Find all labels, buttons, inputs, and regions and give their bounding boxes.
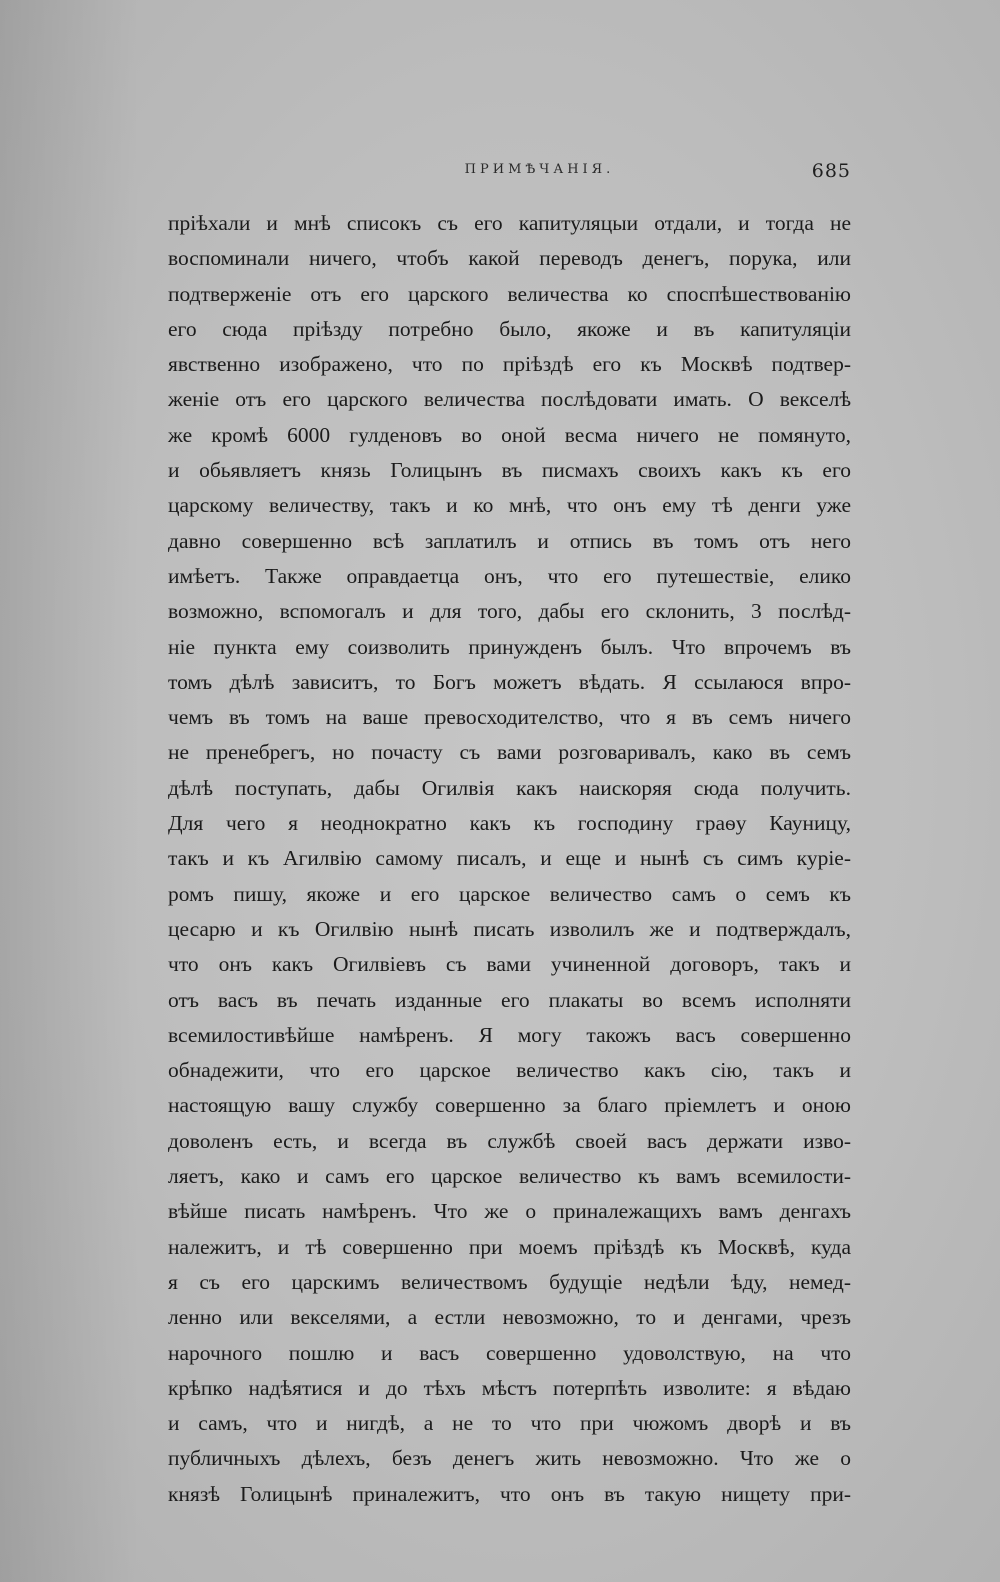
text-line: ромъ пишу, якоже и его царское величество самъ о семъ къ <box>168 881 851 906</box>
running-head: ПРИМѢЧАНІЯ. <box>464 162 615 177</box>
text-line: публичныхъ дѣлехъ, безъ денегъ жить невозможно. Что же о <box>168 1446 851 1471</box>
text-line: женіе отъ его царского величества послѣдовати имать. О векселѣ <box>168 387 851 412</box>
text-line: не пренебрегъ, но почасту съ вами розговаривалъ, како въ семъ <box>168 740 851 765</box>
text-line: отъ васъ въ печать изданные его плакаты во всемъ исполняти <box>168 987 851 1012</box>
text-line: возможно, вспомогалъ и для того, дабы его склонить, 3 послѣд- <box>168 599 851 624</box>
text-line: явственно изображено, что по пріѣздѣ его къ Москвѣ подтвер- <box>168 352 851 377</box>
text-line: вѣйше писать намѣренъ. Что же о приналежащихъ вамъ денгахъ <box>168 1199 851 1224</box>
text-line: належитъ, и тѣ совершенно при моемъ пріѣздѣ къ Москвѣ, куда <box>168 1234 851 1259</box>
text-line: я съ его царскимъ величествомъ будущіе недѣли ѣду, немед- <box>168 1269 851 1294</box>
text-line: его сюда пріѣзду потребно было, якоже и въ капитуляціи <box>168 316 851 341</box>
text-line: нарочного пошлю и васъ совершенно удоволствую, на что <box>168 1340 851 1365</box>
page-number: 685 <box>811 160 851 182</box>
text-line: ленно или векселями, а естли невозможно, то и денгами, чрезъ <box>168 1305 851 1330</box>
text-line: всемилостивѣйше намѣренъ. Я могу такожъ васъ совершенно <box>168 1022 851 1047</box>
text-line: и обьявляетъ князь Голицынъ въ писмахъ своихъ какъ къ его <box>168 458 851 483</box>
text-line: доволенъ есть, и всегда въ службѣ своей васъ держати изво- <box>168 1128 851 1153</box>
text-line: князѣ Голицынѣ приналежитъ, что онъ въ такую нищету при- <box>168 1481 851 1506</box>
text-line: крѣпко надѣятися и до тѣхъ мѣстъ потерпѣть изволите: я вѣдаю <box>168 1375 851 1400</box>
text-line: давно совершенно всѣ заплатилъ и отпись въ томъ отъ него <box>168 528 851 553</box>
text-line: Для чего я неоднократно какъ къ господину граѳу Кауницу, <box>168 811 851 836</box>
text-line: что онъ какъ Огилвіевъ съ вами учиненной договоръ, такъ и <box>168 952 851 977</box>
text-line: имѣетъ. Также оправдаетца онъ, что его путешествіе, елико <box>168 563 851 588</box>
text-line: пріѣхали и мнѣ списокъ съ его капитуляцыи отдали, и тогда не <box>168 211 851 235</box>
text-line: воспоминали ничего, чтобъ какой переводъ денегъ, порука, или <box>168 246 851 271</box>
text-line: дѣлѣ поступать, дабы Огилвія какъ наискоряя сюда получить. <box>168 775 851 800</box>
text-line: цесарю и къ Огилвію нынѣ писать изволилъ же и подтверждалъ, <box>168 916 851 941</box>
page-header <box>168 160 851 190</box>
body-text <box>168 206 851 1512</box>
text-line: и самъ, что и нигдѣ, а не то что при чюжомъ дворѣ и въ <box>168 1411 851 1436</box>
text-line: ніе пункта ему соизволить принужденъ былъ. Что впрочемъ въ <box>168 634 851 659</box>
text-line: подтверженіе отъ его царского величества ко споспѣшествованію <box>168 281 851 306</box>
text-line: чемъ въ томъ на ваше превосходителство, что я въ семъ ничего <box>168 705 851 730</box>
text-line: ляетъ, како и самъ его царское величество къ вамъ всемилости- <box>168 1164 851 1189</box>
text-line: царскому величеству, такъ и ко мнѣ, что онъ ему тѣ денги уже <box>168 493 851 518</box>
text-line: же кромѣ 6000 гулденовъ во оной весма ничего не помянуто, <box>168 422 851 447</box>
text-line: обнадежити, что его царское величество какъ сію, такъ и <box>168 1058 851 1083</box>
text-line: томъ дѣлѣ зависитъ, то Богъ можетъ вѣдать. Я ссылаюся впро- <box>168 669 851 694</box>
page-shadow <box>0 0 140 1582</box>
text-line: такъ и къ Агилвію самому писалъ, и еще и нынѣ съ симъ куріе- <box>168 846 851 871</box>
text-line: настоящую вашу службу совершенно за благо пріемлетъ и оною <box>168 1093 851 1118</box>
